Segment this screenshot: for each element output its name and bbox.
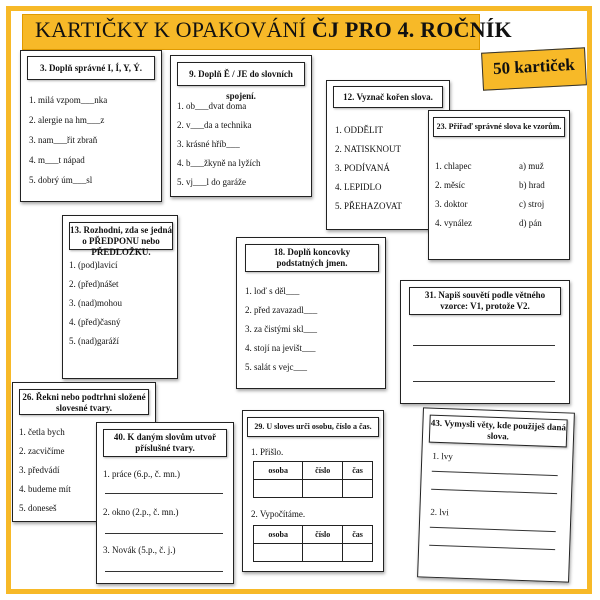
card-3	[20, 50, 162, 202]
table-header: čas	[343, 462, 373, 480]
card-18	[236, 237, 386, 389]
list-item: 5. salát s vejc___	[245, 362, 307, 372]
list-item: 3. předvádí	[19, 465, 60, 475]
card-43-item-1: 1. lvy	[432, 450, 454, 462]
list-item: 5. doneseš	[19, 503, 57, 513]
list-item: 4. (před)časný	[69, 317, 121, 327]
card-43-title: 43. Vymysli věty, kde použiješ daná slova.	[429, 415, 568, 448]
table-cell	[303, 480, 343, 498]
card-29-q2: 2. Vypočítáme.	[251, 509, 306, 519]
table-cell	[254, 480, 303, 498]
answer-line	[430, 527, 556, 532]
list-item: 5. (nad)garáží	[69, 336, 119, 346]
answer-line	[105, 571, 223, 572]
list-item: 3. krásné hříb___	[177, 139, 240, 149]
list-item: 3. (nad)mohou	[69, 298, 122, 308]
list-item: 1. ODDĚLIT	[335, 125, 383, 135]
list-item: 2. měsíc	[435, 180, 465, 190]
card-29-table-2	[253, 525, 373, 562]
page-title: KARTIČKY K OPAKOVÁNÍ ČJ PRO 4. ROČNÍK	[35, 17, 512, 42]
list-item: 3. doktor	[435, 199, 468, 209]
card-29-title: 29. U sloves urči osobu, číslo a čas.	[247, 417, 379, 437]
list-item: 2. v___da a technika	[177, 120, 252, 130]
card-3-title: 3. Doplň správné I, Í, Y, Ý.	[27, 56, 155, 80]
list-item: 1. četla bych	[19, 427, 65, 437]
card-26-title: 26. Řekni nebo podtrhni složené slovesné tvary.	[19, 389, 149, 415]
list-item: d) pán	[519, 218, 542, 228]
card-40-item-3: 3. Novák (5.p., č. j.)	[103, 545, 176, 555]
card-31-title: 31. Napiš souvětí podle větného vzorce: V1, protože V2.	[409, 287, 561, 315]
list-item: 1. milá vzpom___nka	[29, 95, 108, 105]
answer-line	[413, 381, 555, 382]
answer-line	[429, 545, 555, 550]
list-item: 2. NATISKNOUT	[335, 144, 401, 154]
list-item: 4. b___žkyně na lyžích	[177, 158, 261, 168]
list-item: 4. m___t nápad	[29, 155, 85, 165]
list-item: 3. za čistými skl___	[245, 324, 317, 334]
list-item: 3. PODÍVANÁ	[335, 163, 390, 173]
card-29	[242, 410, 384, 572]
list-item: b) hrad	[519, 180, 545, 190]
list-item: c) stroj	[519, 199, 545, 209]
answer-line	[432, 471, 558, 476]
table-header: osoba	[254, 462, 303, 480]
list-item: 1. chlapec	[435, 161, 472, 171]
table-header: číslo	[303, 526, 343, 544]
card-3-items	[29, 95, 107, 195]
card-29-table-1	[253, 461, 373, 498]
list-item: a) muž	[519, 161, 544, 171]
list-item: 5. vj___l do garáže	[177, 177, 246, 187]
card-26-items	[19, 427, 71, 522]
card-9-items	[177, 101, 260, 196]
card-43-item-2: 2. lvi	[430, 506, 450, 518]
card-29-q1: 1. Přišlo.	[251, 447, 284, 457]
list-item: 4. budeme mít	[19, 484, 71, 494]
card-18-title: 18. Doplň koncovky podstatných jmen.	[245, 244, 379, 272]
list-item: 4. LEPIDLO	[335, 182, 382, 192]
table-cell	[343, 480, 373, 498]
list-item: 2. před zavazadl___	[245, 305, 318, 315]
list-item: 3. nam___řit zbraň	[29, 135, 98, 145]
list-item: 5. PŘEHAZOVAT	[335, 201, 402, 211]
card-23-title: 23. Přiřaď správné slova ke vzorům.	[433, 117, 565, 137]
table-header: číslo	[303, 462, 343, 480]
card-40	[96, 422, 234, 584]
card-13-items	[69, 260, 122, 355]
card-9	[170, 55, 312, 197]
table-cell	[303, 544, 343, 562]
card-23-right	[519, 161, 545, 237]
card-13	[62, 215, 178, 379]
title-banner	[22, 14, 512, 50]
list-item: 1. loď s děl___	[245, 286, 300, 296]
answer-line	[431, 489, 557, 494]
card-40-title: 40. K daným slovům utvoř příslušné tvary.	[103, 429, 227, 457]
card-23-left	[435, 161, 472, 237]
list-item: 1. (pod)lavicí	[69, 260, 118, 270]
card-12-title: 12. Vyznač kořen slova.	[333, 86, 443, 108]
table-header: čas	[343, 526, 373, 544]
list-item: 2. zacvičíme	[19, 446, 65, 456]
card-18-items	[245, 286, 317, 381]
list-item: 5. dobrý úm___sl	[29, 175, 93, 185]
answer-line	[105, 533, 223, 534]
table-cell	[343, 544, 373, 562]
list-item: 4. vynález	[435, 218, 472, 228]
card-13-title: 13. Rozhodni, zda se jedná o PŘEDPONU nebo PŘEDLOŽKU.	[69, 222, 173, 250]
card-31	[400, 280, 570, 404]
table-cell	[254, 544, 303, 562]
card-23	[428, 110, 570, 260]
list-item: 2. (před)nášet	[69, 279, 119, 289]
table-header: osoba	[254, 526, 303, 544]
card-43	[417, 407, 575, 582]
list-item: 1. ob___dvat doma	[177, 101, 247, 111]
card-40-item-1: 1. práce (6.p., č. mn.)	[103, 469, 180, 479]
card-9-title: 9. Doplň Ě / JE do slovních spojení.	[177, 62, 305, 86]
card-12-items	[335, 125, 402, 220]
list-item: 4. stojí na jevišt___	[245, 343, 316, 353]
count-badge: 50 kartiček	[481, 47, 587, 90]
answer-line	[413, 345, 555, 346]
answer-line	[105, 493, 223, 494]
card-40-item-2: 2. okno (2.p., č. mn.)	[103, 507, 179, 517]
list-item: 2. alergie na hm___z	[29, 115, 105, 125]
